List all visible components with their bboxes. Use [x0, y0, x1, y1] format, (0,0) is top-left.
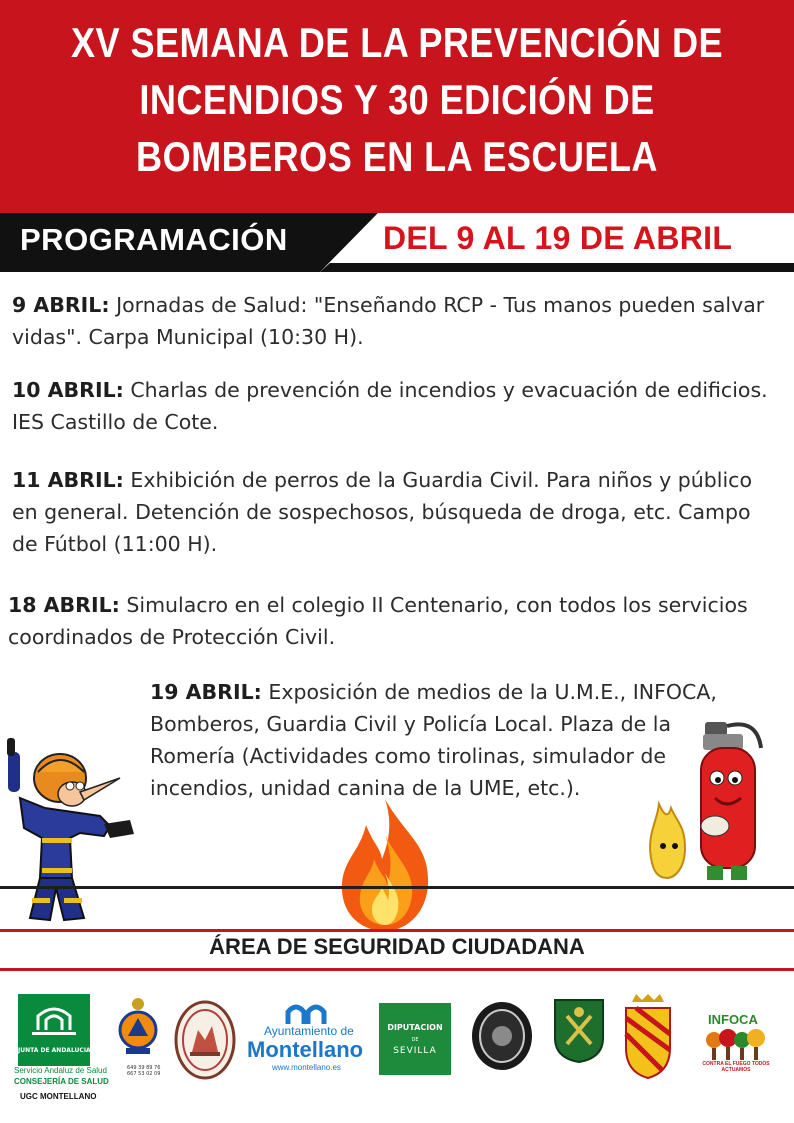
- ayto-montellano: Montellano: [247, 1037, 364, 1062]
- title-line-1: XV SEMANA DE LA PREVENCIÓN DE: [70, 19, 724, 66]
- event-item: [12, 374, 782, 438]
- ayto-url: www.montellano.es: [272, 1063, 341, 1072]
- firefighter-mascot-illustration: [0, 738, 140, 928]
- infoca-slogan: CONTRA EL FUEGO TODOS ACTUAMOS: [702, 1061, 770, 1073]
- dipu-line2: DE: [411, 1037, 419, 1043]
- junta-name: JUNTA DE ANDALUCIA: [18, 1047, 91, 1054]
- event-date: 10 ABRIL:: [12, 378, 124, 402]
- title-line-2: INCENDIOS Y 30 EDICIÓN DE: [139, 76, 655, 123]
- event-date: 18 ABRIL:: [8, 593, 120, 617]
- poster-title: [56, 14, 739, 185]
- header-banner: [0, 0, 794, 208]
- event-item: [8, 589, 778, 653]
- event-text: Charlas de prevención de incendios y evacuación de edificios. IES Castillo de Cote.: [12, 378, 768, 434]
- event-text: Jornadas de Salud: "Enseñando RCP - Tus manos pueden salvar vidas". Carpa Municipal (10:30 H).: [12, 293, 765, 349]
- divider-line: [0, 968, 794, 971]
- pc-phone-1: 649 39 89 76: [127, 1065, 161, 1071]
- event-text: Simulacro en el colegio II Centenario, con todos los servicios coordinados de Protección Civil.: [8, 593, 748, 649]
- junta-sas-text: Servicio Andaluz de Salud: [14, 1066, 107, 1075]
- event-text: Exposición de medios de la U.M.E., INFOCA, Bomberos, Guardia Civil y Policía Local. Plaza de la Romería (Actividades como tirolinas, simulador de incendios, unidad canina de la UME, etc.).: [150, 680, 717, 800]
- junta-consejeria-text: CONSEJERÍA DE SALUD: [14, 1077, 109, 1086]
- extinguisher-mascot-illustration: [645, 718, 775, 893]
- event-text: Exhibición de perros de la Guardia Civil. Para niños y público en general. Detención de sospechosos, búsqueda de droga, etc. Campo de Fútbol (11:00 H).: [12, 468, 752, 556]
- event-date: 11 ABRIL:: [12, 468, 124, 492]
- programacion-label: PROGRAMACIÓN: [20, 222, 288, 257]
- infoca-trees-icon: [704, 1028, 768, 1060]
- event-item: [150, 676, 730, 804]
- date-range-label: DEL 9 AL 19 DE ABRIL: [383, 220, 733, 256]
- policia-local-logo: [470, 1000, 534, 1072]
- dipu-line1: DIPUTACION: [387, 1023, 443, 1032]
- title-line-3: BOMBEROS EN LA ESCUELA: [136, 133, 658, 180]
- montellano-arches-icon: [284, 1000, 330, 1024]
- event-date: 9 ABRIL:: [12, 293, 110, 317]
- divider-line: [0, 929, 794, 932]
- flame-illustration: [330, 795, 440, 935]
- event-date: 19 ABRIL:: [150, 680, 262, 704]
- divider-line: [0, 886, 794, 889]
- ayto-line1: Ayuntamiento de: [264, 1024, 354, 1038]
- proteccion-civil-logo: [118, 996, 158, 1066]
- infoca-name: INFOCA: [708, 1012, 758, 1027]
- municipal-seal-logo: [174, 1000, 236, 1080]
- dipu-line3: SEVILLA: [393, 1046, 437, 1056]
- area-seguridad-label: ÁREA DE SEGURIDAD CIUDADANA: [209, 934, 585, 959]
- pc-phone-2: 667 53 02 09: [127, 1071, 161, 1077]
- municipal-shield-logo: [622, 994, 674, 1080]
- event-item: [12, 464, 782, 560]
- junta-ugc-text: UGC MONTELLANO: [20, 1092, 97, 1101]
- event-item: [12, 289, 782, 353]
- junta-emblem-icon: [18, 994, 90, 1046]
- guardia-civil-logo: [553, 998, 605, 1064]
- diputacion-sevilla-logo: [379, 1003, 451, 1075]
- junta-andalucia-logo: [18, 994, 90, 1066]
